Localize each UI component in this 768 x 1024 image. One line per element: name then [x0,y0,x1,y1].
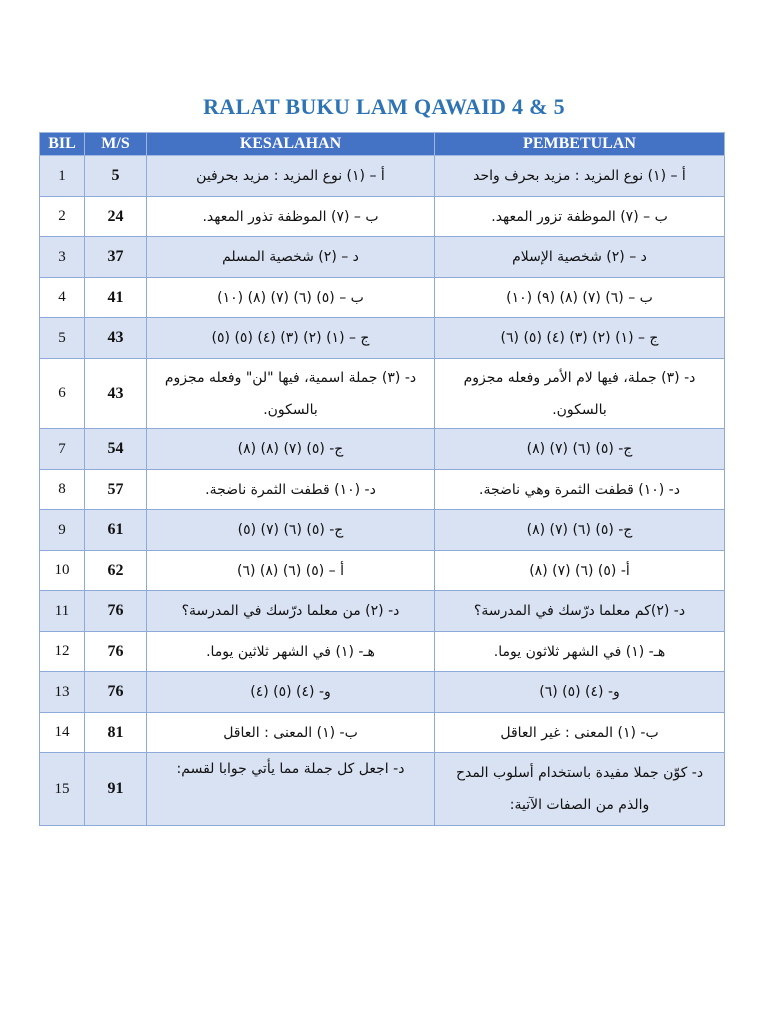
cell-kesalahan: ج- (٥) (٧) (٨) (٨) [147,429,435,470]
header-row [40,133,725,156]
cell-ms: 5 [85,156,147,197]
table-row [40,551,725,591]
table-row [40,237,725,278]
table-row [40,632,725,672]
cell-ms: 61 [85,510,147,551]
cell-bil: 3 [40,237,85,278]
cell-pembetulan: د- (٢)كم معلما درّسك في المدرسة؟ [435,591,725,632]
table-row [40,318,725,359]
cell-pembetulan: د- (١٠) قطفت الثمرة وهي ناضجة. [435,470,725,510]
cell-bil: 14 [40,713,85,753]
table-row [40,359,725,429]
cell-bil: 10 [40,551,85,591]
cell-kesalahan: أ – (٥) (٦) (٨) (٦) [147,551,435,591]
cell-kesalahan: د- (١٠) قطفت الثمرة ناضجة. [147,470,435,510]
cell-kesalahan: د- (٢) من معلما درّسك في المدرسة؟ [147,591,435,632]
cell-bil: 13 [40,672,85,713]
cell-ms: 57 [85,470,147,510]
cell-kesalahan: هـ- (١) في الشهر ثلاثين يوما. [147,632,435,672]
cell-ms: 43 [85,359,147,429]
cell-pembetulan: د- (٣) جملة، فيها لام الأمر وفعله مجزوم بالسكون. [435,359,725,429]
errata-table [39,132,725,826]
page-title: RALAT BUKU LAM QAWAID 4 & 5 [203,94,565,119]
table-row [40,278,725,318]
table-row [40,156,725,197]
cell-pembetulan: ب- (١) المعنى : غير العاقل [435,713,725,753]
cell-kesalahan: ج – (١) (٢) (٣) (٤) (٥) (٥) [147,318,435,359]
cell-ms: 24 [85,197,147,237]
header-pembetulan: PEMBETULAN [435,133,725,156]
table-row [40,197,725,237]
table-row [40,470,725,510]
cell-kesalahan: د- (٣) جملة اسمية، فيها "لن" وفعله مجزوم بالسكون. [147,359,435,429]
cell-bil: 5 [40,318,85,359]
cell-kesalahan: ب- (١) المعنى : العاقل [147,713,435,753]
cell-pembetulan: ج- (٥) (٦) (٧) (٨) [435,429,725,470]
cell-kesalahan: ب – (٧) الموظفة تذور المعهد. [147,197,435,237]
cell-pembetulan: د – (٢) شخصية الإسلام [435,237,725,278]
cell-bil: 6 [40,359,85,429]
cell-ms: 62 [85,551,147,591]
cell-ms: 81 [85,713,147,753]
cell-bil: 7 [40,429,85,470]
cell-pembetulan: د- كوّن جملا مفيدة باستخدام أسلوب المدح والذم من الصفات الآتية: [435,753,725,826]
header-ms: M/S [85,133,147,156]
cell-ms: 54 [85,429,147,470]
header-kesalahan: KESALAHAN [147,133,435,156]
cell-bil: 2 [40,197,85,237]
cell-kesalahan: د- اجعل كل جملة مما يأتي جوابا لقسم: [147,753,435,826]
cell-pembetulan: و- (٤) (٥) (٦) [435,672,725,713]
cell-bil: 4 [40,278,85,318]
cell-pembetulan: ب – (٦) (٧) (٨) (٩) (١٠) [435,278,725,318]
cell-kesalahan: أ – (١) نوع المزيد : مزيد بحرفين [147,156,435,197]
cell-bil: 15 [40,753,85,826]
table-row [40,591,725,632]
table-row [40,753,725,826]
cell-ms: 43 [85,318,147,359]
cell-bil: 1 [40,156,85,197]
cell-pembetulan: هـ- (١) في الشهر ثلاثون يوما. [435,632,725,672]
cell-ms: 37 [85,237,147,278]
cell-kesalahan: و- (٤) (٥) (٤) [147,672,435,713]
cell-ms: 76 [85,591,147,632]
cell-bil: 12 [40,632,85,672]
cell-bil: 8 [40,470,85,510]
cell-ms: 91 [85,753,147,826]
cell-pembetulan: ج – (١) (٢) (٣) (٤) (٥) (٦) [435,318,725,359]
cell-ms: 76 [85,632,147,672]
cell-pembetulan: ب – (٧) الموظفة تزور المعهد. [435,197,725,237]
cell-ms: 41 [85,278,147,318]
cell-kesalahan: ج- (٥) (٦) (٧) (٥) [147,510,435,551]
cell-kesalahan: ب – (٥) (٦) (٧) (٨) (١٠) [147,278,435,318]
table-row [40,429,725,470]
cell-kesalahan: د – (٢) شخصية المسلم [147,237,435,278]
cell-bil: 9 [40,510,85,551]
cell-pembetulan: ج- (٥) (٦) (٧) (٨) [435,510,725,551]
cell-bil: 11 [40,591,85,632]
table-row [40,713,725,753]
header-bil: BIL [40,133,85,156]
cell-pembetulan: أ- (٥) (٦) (٧) (٨) [435,551,725,591]
table-row [40,510,725,551]
cell-ms: 76 [85,672,147,713]
cell-pembetulan: أ – (١) نوع المزيد : مزيد بحرف واحد [435,156,725,197]
table-row [40,672,725,713]
